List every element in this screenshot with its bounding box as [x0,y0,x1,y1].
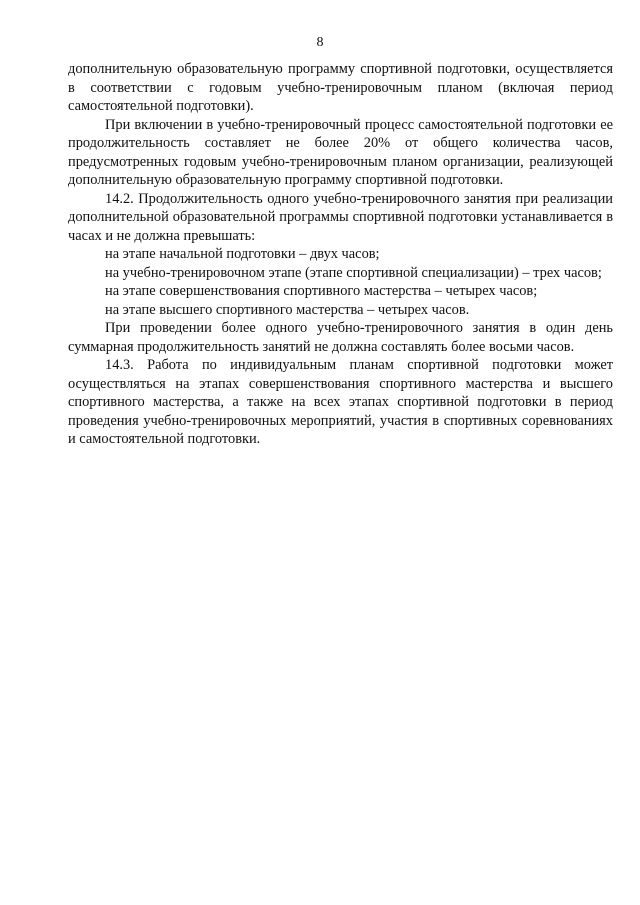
paragraph-14-3: 14.3. Работа по индивидуальным планам спортивной подготовки может осуществляться на этапах совершенствования спортивного мастерства и высшего спортивного мастерства, а также на всех этапах спортивной подготовки в период проведения учебно-тренировочных мероприятий, участия в спортивных соревнованиях и самостоятельной подготовки. [68,357,613,447]
document-body [68,60,613,449]
paragraph-self-training: При включении в учебно-тренировочный процесс самостоятельной подготовки ее продолжительность составляет не более 20% от общего количества часов, предусмотренных годовым учебно-тренировочным планом организации, реализующей дополнительную образовательную программу спортивной подготовки. [68,116,613,188]
paragraph-multiple-sessions: При проведении более одного учебно-тренировочного занятия в один день суммарная продолжительность занятий не должна составлять более восьми часов. [68,320,613,355]
paragraph-14-2: 14.2. Продолжительность одного учебно-тренировочного занятия при реализации дополнительной образовательной программы спортивной подготовки устанавливается в часах и не должна превышать: [68,190,613,244]
page-number: 8 [316,35,324,50]
list-item-initial-stage: на этапе начальной подготовки – двух часов; [105,246,380,262]
paragraph-intro-continuation: дополнительную образовательную программу спортивной подготовки, осуществляется в соответствии с годовым учебно-тренировочным планом (включая период самостоятельной подготовки). [68,61,613,114]
list-item-improvement-stage: на этапе совершенствования спортивного мастерства – четырех часов; [105,283,538,299]
list-item-highest-stage: на этапе высшего спортивного мастерства – четырех часов. [105,301,470,318]
list-item-training-stage: на учебно-тренировочном этапе (этапе спортивной специализации) – трех часов; [105,264,602,281]
